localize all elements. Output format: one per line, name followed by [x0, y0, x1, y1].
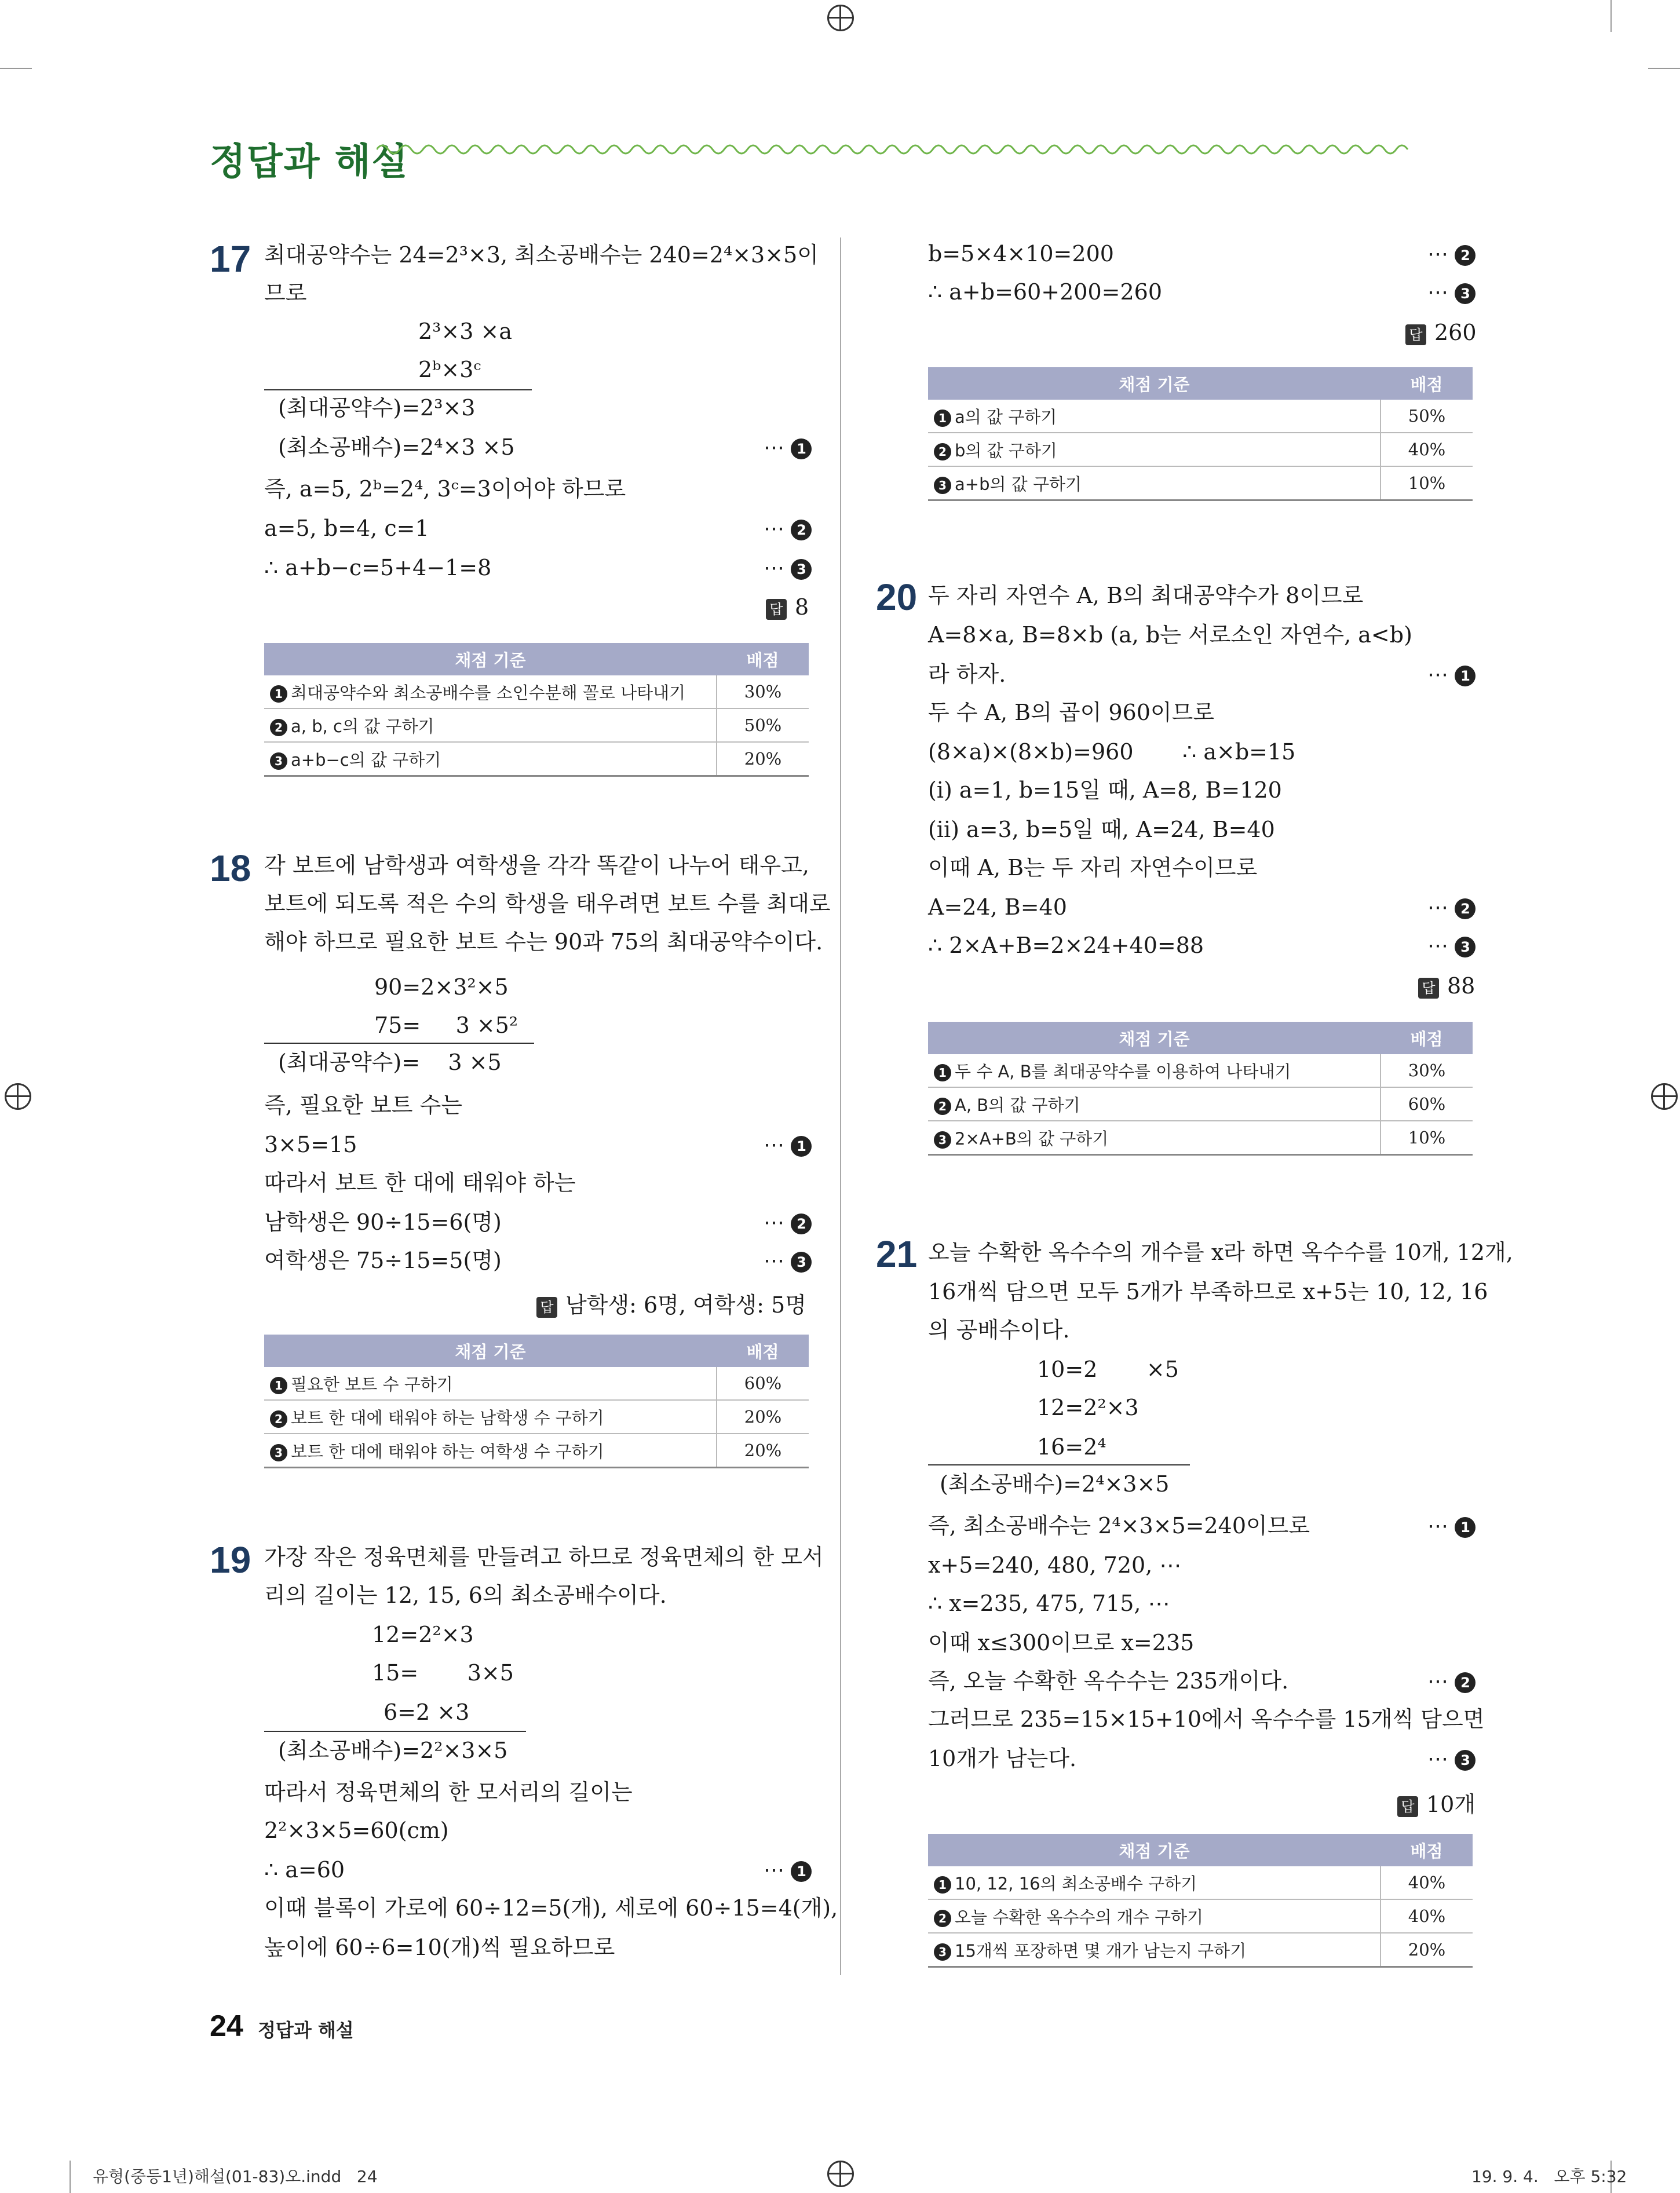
step-marker: ⋯ 3: [1427, 280, 1476, 304]
solution-line: 최대공약수는 24=2³×3, 최소공배수는 240=2⁴×3×5이: [264, 242, 819, 268]
grading-criteria-table: [928, 1022, 1473, 1156]
column-divider: [840, 237, 841, 1975]
crop-mark: [1610, 0, 1612, 32]
solution-line: 2²×3×5=60(cm): [264, 1818, 449, 1843]
factorization-rule: [928, 1464, 1190, 1465]
solution-line: ∴ 2×A+B=2×24+40=88: [928, 933, 1204, 958]
criteria-header: 채점 기준: [928, 1022, 1380, 1054]
step-marker: ⋯ 1: [1427, 1514, 1476, 1538]
solution-line: 75= 3 ×5²: [374, 1013, 518, 1038]
footer-label: 정답과 해설: [258, 2019, 354, 2041]
criteria-header: 채점 기준: [264, 643, 717, 675]
registration-mark-icon: [1651, 1083, 1678, 1110]
solution-line: 10=2 ×5: [1037, 1357, 1179, 1382]
criteria-header: 채점 기준: [264, 1335, 717, 1367]
step-marker: ⋯ 1: [1427, 663, 1476, 686]
points-header: 배점: [1380, 1834, 1473, 1866]
points-header: 배점: [1380, 367, 1473, 400]
grading-criteria-table: [928, 1834, 1473, 1968]
header-wave-decoration: [377, 138, 1477, 161]
table-row: 3 a+b−c의 값 구하기 20%: [264, 742, 809, 776]
step-2-icon: 2: [791, 520, 812, 540]
final-answer: 답 10개: [1397, 1786, 1476, 1818]
solution-line: 2³×3 ×a: [418, 319, 513, 344]
solution-line: (ⅱ) a=3, b=5일 때, A=24, B=40: [928, 817, 1275, 842]
step-marker: ⋯ 3: [764, 556, 812, 580]
crop-mark: [70, 2161, 71, 2193]
table-row: 3 2×A+B의 값 구하기 10%: [928, 1121, 1473, 1155]
table-row: 2 b의 값 구하기 40%: [928, 433, 1473, 466]
step-marker: ⋯ 2: [1427, 896, 1476, 919]
solution-line: 가장 작은 정육면체를 만들려고 하므로 정육면체의 한 모서: [264, 1544, 824, 1570]
final-answer: 답 남학생: 6명, 여학생: 5명: [536, 1287, 806, 1319]
print-date: 19. 9. 4. 오후 5:32: [1471, 2167, 1627, 2186]
step-2-icon: 2: [791, 1214, 812, 1234]
solution-line: 2ᵇ×3ᶜ: [418, 357, 481, 382]
step-1-icon: 1: [791, 1136, 812, 1157]
grading-criteria-table: [264, 643, 809, 777]
crop-mark: [1648, 68, 1680, 69]
step-3-icon: 3: [1455, 937, 1476, 957]
solution-line: 즉, 최소공배수는 2⁴×3×5=240이므로: [928, 1513, 1310, 1538]
step-2-icon: 2: [1455, 245, 1476, 266]
solution-line: 이때 x≤300이므로 x=235: [928, 1630, 1195, 1655]
answer-icon: 답: [1418, 978, 1439, 999]
solution-line: 12=2²×3: [372, 1622, 474, 1647]
solution-line: A=8×a, B=8×b (a, b는 서로소인 자연수, a<b): [928, 622, 1412, 648]
solution-line: 3×5=15: [264, 1132, 357, 1157]
table-row: 1 두 수 A, B를 최대공약수를 이용하여 나타내기 30%: [928, 1054, 1473, 1087]
solution-line: ∴ x=235, 475, 715, ⋯: [928, 1591, 1170, 1616]
registration-mark-icon: [827, 2161, 854, 2187]
solution-line: 라 하자.: [928, 661, 1006, 687]
table-row: 1 10, 12, 16의 최소공배수 구하기 40%: [928, 1866, 1473, 1899]
answer-icon: 답: [1405, 324, 1426, 345]
step-marker: ⋯ 1: [764, 436, 812, 459]
grading-criteria-table: [264, 1335, 809, 1468]
solution-line: 의 공배수이다.: [928, 1317, 1070, 1343]
criteria-header: 채점 기준: [928, 367, 1380, 400]
solution-line: (최소공배수)=2²×3×5: [278, 1738, 508, 1763]
solution-line: A=24, B=40: [928, 894, 1067, 920]
problem-number: 19: [210, 1539, 251, 1581]
problem-number: 20: [876, 576, 918, 618]
solution-line: b=5×4×10=200: [928, 241, 1114, 266]
solution-line: 각 보트에 남학생과 여학생을 각각 똑같이 나누어 태우고,: [264, 853, 809, 878]
solution-line: ∴ a+b=60+200=260: [928, 279, 1163, 305]
points-header: 배점: [717, 643, 809, 675]
solution-line: 15= 3×5: [372, 1660, 514, 1686]
solution-line: 따라서 보트 한 대에 태워야 하는: [264, 1170, 576, 1196]
solution-line: 므로: [264, 280, 307, 306]
step-marker: ⋯ 3: [1427, 934, 1476, 957]
registration-mark-icon: [827, 5, 854, 31]
step-2-icon: 2: [1455, 898, 1476, 919]
step-2-icon: 2: [1455, 1672, 1476, 1693]
answer-icon: 답: [536, 1297, 557, 1318]
table-row: 1 필요한 보트 수 구하기 60%: [264, 1367, 809, 1400]
step-3-icon: 3: [791, 1252, 812, 1273]
table-row: 3 a+b의 값 구하기 10%: [928, 466, 1473, 500]
solution-line: 리의 길이는 12, 15, 6의 최소공배수이다.: [264, 1582, 667, 1608]
problem-number: 21: [876, 1233, 918, 1275]
table-row: 1 최대공약수와 최소공배수를 소인수분해 꼴로 나타내기 30%: [264, 675, 809, 708]
points-header: 배점: [1380, 1022, 1473, 1054]
solution-line: 10개가 남는다.: [928, 1746, 1077, 1771]
step-1-icon: 1: [791, 438, 812, 459]
step-marker: ⋯ 3: [764, 1249, 812, 1273]
grading-criteria-table: [928, 367, 1473, 501]
factorization-rule: [264, 389, 532, 390]
table-row: 2 보트 한 대에 태워야 하는 남학생 수 구하기 20%: [264, 1400, 809, 1434]
table-row: 2 오늘 수확한 옥수수의 개수 구하기 40%: [928, 1899, 1473, 1933]
solution-line: 16=2⁴: [1037, 1434, 1106, 1460]
solution-line: 높이에 60÷6=10(개)씩 필요하므로: [264, 1935, 615, 1960]
solution-line: (ⅰ) a=1, b=15일 때, A=8, B=120: [928, 777, 1282, 803]
solution-line: (최소공배수)=2⁴×3 ×5: [278, 434, 515, 460]
step-3-icon: 3: [791, 559, 812, 580]
solution-line: 두 자리 자연수 A, B의 최대공약수가 8이므로: [928, 583, 1364, 608]
solution-line: 즉, a=5, 2ᵇ=2⁴, 3ᶜ=3이어야 하므로: [264, 476, 626, 502]
points-header: 배점: [717, 1335, 809, 1367]
solution-line: (최대공약수)= 3 ×5: [278, 1050, 502, 1075]
crop-mark: [0, 68, 32, 69]
solution-line: 두 수 A, B의 곱이 960이므로: [928, 700, 1215, 725]
solution-line: (8×a)×(8×b)=960 ∴ a×b=15: [928, 739, 1296, 765]
solution-line: 해야 하므로 필요한 보트 수는 90과 75의 최대공약수이다.: [264, 929, 823, 955]
step-marker: ⋯ 2: [764, 517, 812, 540]
solution-line: 90=2×3²×5: [374, 974, 509, 1000]
table-row: 2 a, b, c의 값 구하기 50%: [264, 708, 809, 742]
solution-line: (최소공배수)=2⁴×3×5: [940, 1471, 1170, 1497]
registration-mark-icon: [5, 1083, 31, 1110]
solution-line: 이때 A, B는 두 자리 자연수이므로: [928, 855, 1258, 880]
solution-line: 16개씩 담으면 모두 5개가 부족하므로 x+5는 10, 12, 16: [928, 1279, 1488, 1304]
solution-line: 여학생은 75÷15=5(명): [264, 1248, 502, 1273]
factorization-rule: [264, 1043, 534, 1044]
table-row: 1 a의 값 구하기 50%: [928, 400, 1473, 433]
step-marker: ⋯ 1: [764, 1858, 812, 1882]
step-1-icon: 1: [1455, 1517, 1476, 1538]
solution-line: ∴ a=60: [264, 1857, 345, 1883]
solution-line: 오늘 수확한 옥수수의 개수를 x라 하면 옥수수를 10개, 12개,: [928, 1240, 1513, 1265]
solution-line: 이때 블록이 가로에 60÷12=5(개), 세로에 60÷15=4(개),: [264, 1895, 838, 1921]
answer-icon: 답: [1397, 1796, 1418, 1817]
table-row: 3 15개씩 포장하면 몇 개가 남는지 구하기 20%: [928, 1933, 1473, 1967]
final-answer: 답 260: [1405, 320, 1477, 345]
solution-line: 즉, 필요한 보트 수는: [264, 1092, 462, 1118]
step-3-icon: 3: [1455, 283, 1476, 304]
solution-line: 그러므로 235=15×15+10에서 옥수수를 15개씩 담으면: [928, 1706, 1485, 1732]
solution-line: a=5, b=4, c=1: [264, 516, 429, 541]
step-marker: ⋯ 2: [764, 1211, 812, 1234]
page-number: 24: [210, 2009, 243, 2043]
step-3-icon: 3: [1455, 1750, 1476, 1771]
step-1-icon: 1: [791, 1861, 812, 1882]
solution-line: 남학생은 90÷15=6(명): [264, 1209, 502, 1235]
step-1-icon: 1: [1455, 666, 1476, 686]
solution-line: (최대공약수)=2³×3: [278, 395, 476, 421]
solution-line: 6=2 ×3: [384, 1699, 470, 1725]
page-header-title: 정답과 해설: [210, 141, 409, 184]
factorization-rule: [264, 1731, 526, 1732]
table-row: 2 A, B의 값 구하기 60%: [928, 1087, 1473, 1121]
step-marker: ⋯ 3: [1427, 1747, 1476, 1771]
criteria-header: 채점 기준: [928, 1834, 1380, 1866]
final-answer: 답 8: [766, 594, 809, 620]
solution-line: 즉, 오늘 수확한 옥수수는 235개이다.: [928, 1668, 1289, 1694]
table-row: 3 보트 한 대에 태워야 하는 여학생 수 구하기 20%: [264, 1434, 809, 1468]
solution-line: 12=2²×3: [1037, 1395, 1139, 1420]
step-marker: ⋯ 2: [1427, 1669, 1476, 1693]
solution-line: x+5=240, 480, 720, ⋯: [928, 1552, 1182, 1578]
problem-number: 18: [210, 847, 251, 889]
step-marker: ⋯ 1: [764, 1133, 812, 1157]
problem-number: 17: [210, 238, 251, 280]
solution-line: 보트에 되도록 적은 수의 학생을 태우려면 보트 수를 최대로: [264, 891, 831, 916]
solution-line: ∴ a+b−c=5+4−1=8: [264, 555, 492, 580]
step-marker: ⋯ 2: [1427, 242, 1476, 266]
solution-line: 따라서 정육면체의 한 모서리의 길이는: [264, 1779, 633, 1805]
file-slug: 유형(중등1년)해설(01-83)오.indd 24: [93, 2167, 378, 2186]
answer-icon: 답: [766, 599, 787, 620]
final-answer: 답 88: [1418, 973, 1475, 999]
